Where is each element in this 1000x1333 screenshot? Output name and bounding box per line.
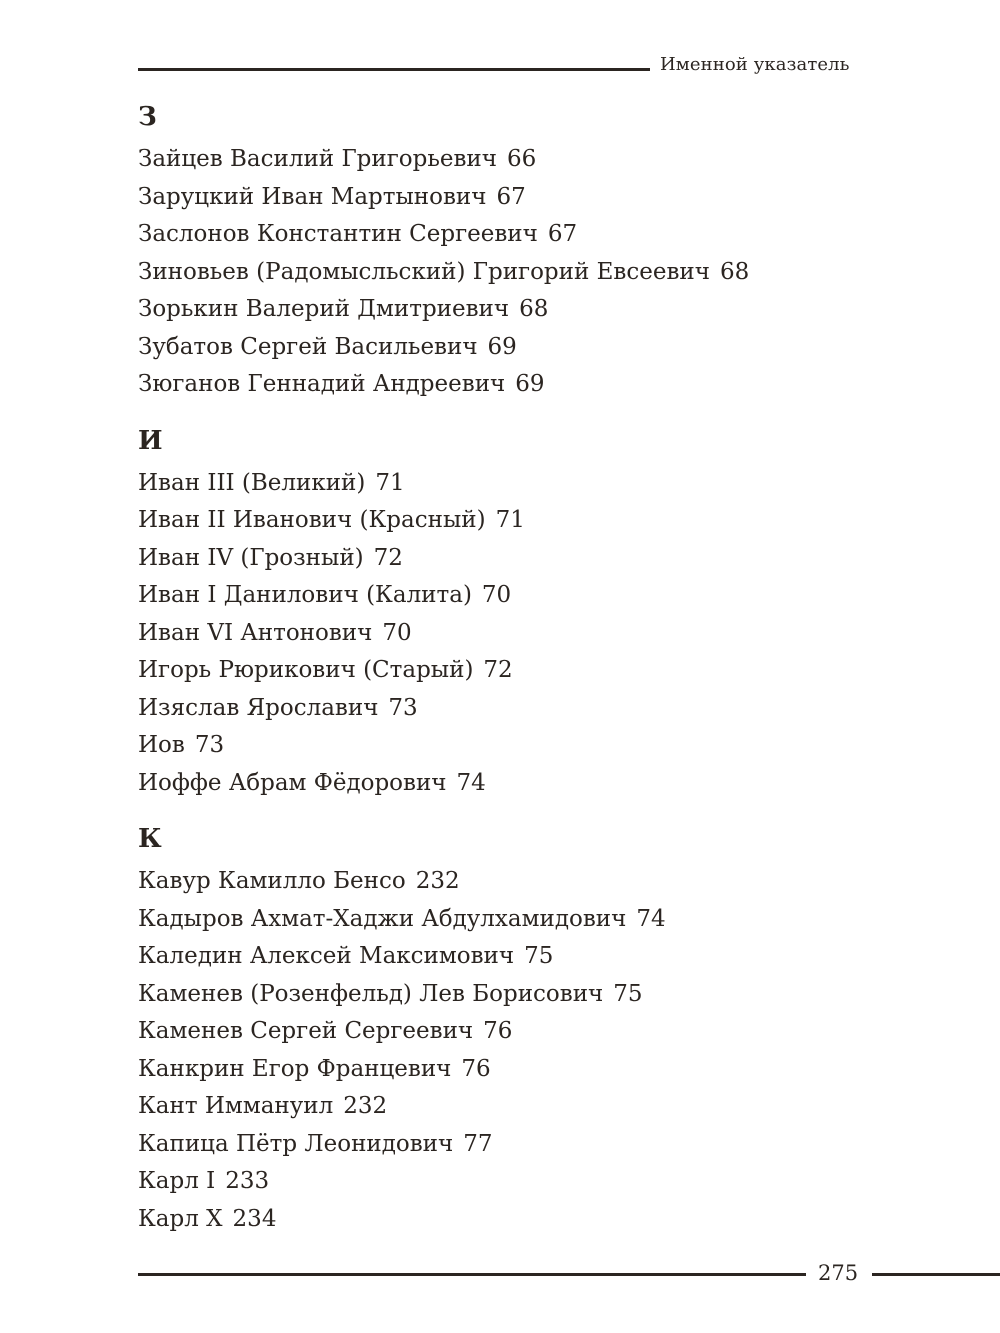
entry-name: Иван I Данилович (Калита) bbox=[138, 582, 472, 608]
entry-pages: 74 bbox=[636, 905, 666, 932]
entry-pages: 75 bbox=[613, 980, 643, 1007]
entry-name: Кавур Камилло Бенсо bbox=[138, 868, 406, 894]
entry-name: Каменев Сергей Сергеевич bbox=[138, 1018, 474, 1044]
entry-pages: 232 bbox=[415, 868, 460, 894]
entry-name: Канкрин Егор Францевич bbox=[138, 1055, 452, 1082]
index-entry bbox=[138, 690, 938, 728]
index-entry bbox=[138, 141, 938, 179]
running-head: Именной указатель bbox=[660, 54, 850, 75]
index-entry bbox=[138, 502, 938, 540]
index-section bbox=[138, 420, 938, 803]
entry-name: Карл X bbox=[138, 1205, 223, 1232]
entry-name: Капица Пётр Леонидович bbox=[138, 1130, 454, 1157]
entry-name: Зюганов Геннадий Андреевич bbox=[138, 371, 506, 397]
index-entry bbox=[138, 540, 938, 578]
index-entry bbox=[138, 1201, 938, 1239]
page-number: 275 bbox=[818, 1261, 859, 1285]
entry-pages: 70 bbox=[382, 619, 412, 646]
index-section bbox=[138, 818, 938, 1238]
entry-pages: 77 bbox=[463, 1130, 493, 1157]
header-rule bbox=[138, 68, 650, 71]
entry-pages: 234 bbox=[232, 1205, 277, 1232]
entry-name: Иван VI Антонович bbox=[138, 619, 373, 646]
entry-pages: 71 bbox=[495, 507, 525, 533]
entry-name: Заруцкий Иван Мартынович bbox=[138, 183, 487, 210]
index-entry bbox=[138, 863, 938, 901]
entry-name: Иов bbox=[138, 732, 185, 758]
index-entry bbox=[138, 938, 938, 976]
entry-pages: 75 bbox=[524, 943, 554, 969]
entry-pages: 70 bbox=[481, 582, 512, 608]
entry-name: Каледин Алексей Максимович bbox=[138, 943, 515, 969]
entry-pages: 76 bbox=[483, 1018, 513, 1044]
entry-pages: 67 bbox=[496, 183, 526, 210]
entry-name: Иван II Иванович (Красный) bbox=[138, 507, 486, 533]
footer-rule-right bbox=[872, 1273, 1000, 1276]
entry-pages: 72 bbox=[373, 544, 403, 571]
entry-pages: 66 bbox=[506, 146, 537, 172]
entry-name: Иоффе Абрам Фёдорович bbox=[138, 769, 447, 796]
index-entry bbox=[138, 652, 938, 690]
index-entry bbox=[138, 329, 938, 367]
entry-name: Кадыров Ахмат-Хаджи Абдулхамидович bbox=[138, 905, 627, 932]
entry-name: Иван IV (Грозный) bbox=[138, 544, 364, 571]
index-entry bbox=[138, 179, 938, 217]
entry-pages: 232 bbox=[343, 1093, 388, 1119]
section-letter: З bbox=[138, 102, 157, 132]
index-entry bbox=[138, 727, 938, 765]
entry-pages: 72 bbox=[483, 657, 513, 683]
index-content bbox=[138, 96, 938, 1238]
entry-pages: 73 bbox=[388, 694, 418, 721]
index-section bbox=[138, 96, 938, 404]
entry-pages: 74 bbox=[456, 769, 486, 796]
index-entry bbox=[138, 1051, 938, 1089]
entry-pages: 73 bbox=[194, 732, 225, 758]
index-entry bbox=[138, 1163, 938, 1201]
index-entry bbox=[138, 1013, 938, 1051]
entry-pages: 69 bbox=[515, 371, 545, 397]
footer-rule-left bbox=[138, 1273, 806, 1276]
index-entry bbox=[138, 465, 938, 503]
index-entry bbox=[138, 1088, 938, 1126]
entry-name: Заслонов Константин Сергеевич bbox=[138, 221, 538, 247]
entry-name: Зорькин Валерий Дмитриевич bbox=[138, 296, 510, 322]
entry-name: Карл I bbox=[138, 1168, 216, 1194]
entry-name: Каменев (Розенфельд) Лев Борисович bbox=[138, 980, 604, 1007]
index-entry bbox=[138, 1126, 938, 1164]
entry-pages: 76 bbox=[461, 1055, 491, 1082]
entry-pages: 69 bbox=[487, 333, 517, 360]
index-entry bbox=[138, 577, 938, 615]
section-letter: К bbox=[138, 824, 162, 854]
index-entry bbox=[138, 765, 938, 803]
index-entry bbox=[138, 615, 938, 653]
entry-name: Иван III (Великий) bbox=[138, 469, 366, 496]
entry-name: Изяслав Ярославич bbox=[138, 694, 379, 721]
index-entry bbox=[138, 291, 938, 329]
index-entry bbox=[138, 366, 938, 404]
entry-name: Игорь Рюрикович (Старый) bbox=[138, 657, 474, 683]
entry-pages: 68 bbox=[719, 258, 750, 285]
index-entry bbox=[138, 976, 938, 1014]
index-entry bbox=[138, 901, 938, 939]
entry-name: Зиновьев (Радомысльский) Григорий Евсеевич bbox=[138, 258, 710, 285]
entry-pages: 71 bbox=[375, 469, 405, 496]
index-entry bbox=[138, 216, 938, 254]
entry-pages: 68 bbox=[519, 296, 549, 322]
entry-name: Кант Иммануил bbox=[138, 1093, 334, 1119]
section-letter: И bbox=[138, 425, 163, 456]
entry-pages: 233 bbox=[225, 1168, 270, 1194]
entry-pages: 67 bbox=[547, 221, 578, 247]
index-entry bbox=[138, 254, 938, 292]
entry-name: Зубатов Сергей Васильевич bbox=[138, 333, 478, 360]
entry-name: Зайцев Василий Григорьевич bbox=[138, 146, 497, 172]
